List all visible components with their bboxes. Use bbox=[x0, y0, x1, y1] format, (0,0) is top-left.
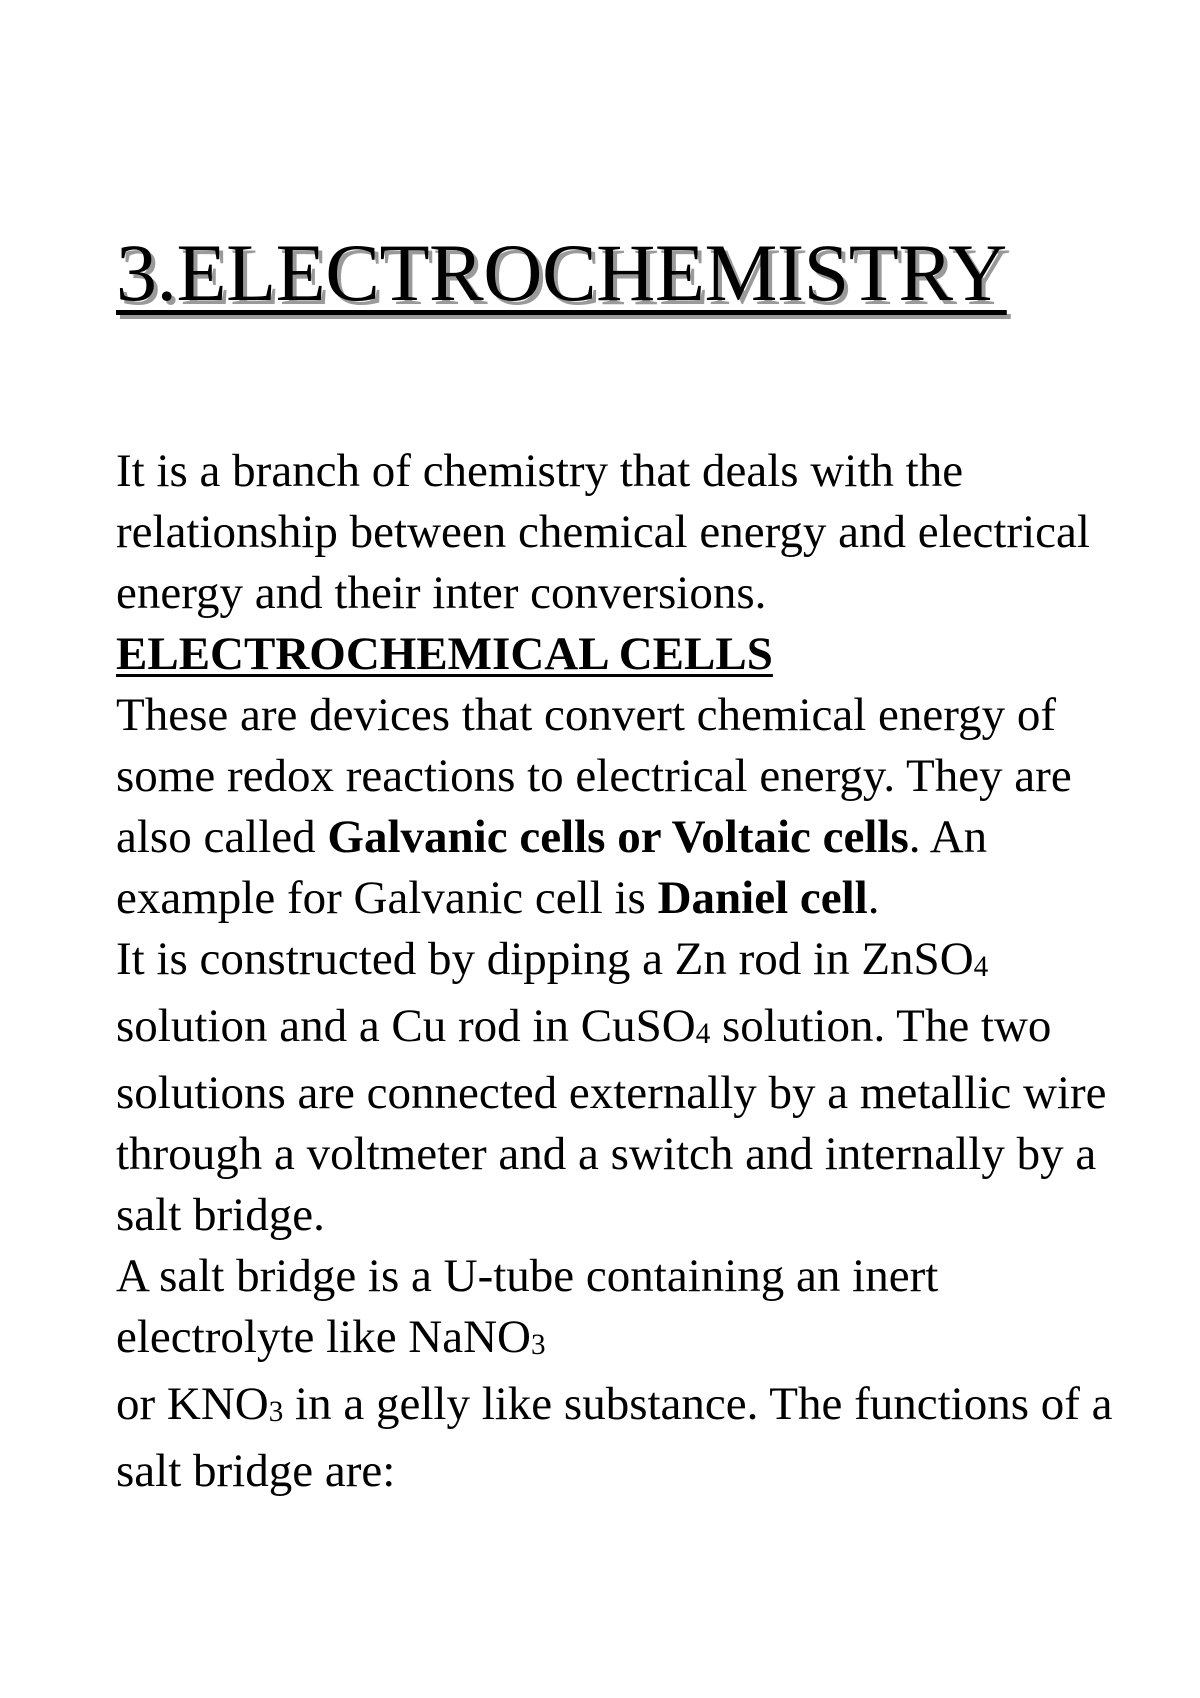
salt-bridge-text-3: in a gelly like substance. The functions of a salt bridge are: bbox=[116, 1378, 1113, 1497]
nano3-subscript: 3 bbox=[531, 1329, 546, 1362]
cells-text-3: . bbox=[867, 872, 880, 924]
salt-bridge-paragraph bbox=[116, 1246, 1116, 1374]
cells-text-2: . An example for Galvanic cell is bbox=[116, 811, 988, 924]
construction-paragraph bbox=[116, 929, 1116, 1246]
kno3-subscript: 3 bbox=[268, 1396, 284, 1429]
cuso4-subscript: 4 bbox=[695, 1018, 711, 1051]
salt-bridge-text-2: or KNO bbox=[116, 1378, 269, 1430]
page-title: 3.ELECTROCHEMISTRY bbox=[116, 227, 1007, 318]
construction-text-1: It is constructed by dipping a Zn rod in ZnSO bbox=[116, 933, 974, 985]
cells-text-1: These are devices that convert chemical energy of some redox reactions to electrical energy. They are also called bbox=[116, 689, 1072, 863]
cells-paragraph bbox=[116, 685, 1116, 929]
salt-bridge-text-1: A salt bridge is a U-tube containing an inert electrolyte like NaNO bbox=[116, 1250, 939, 1363]
construction-text-2: solution and a Cu rod in CuSO bbox=[116, 1000, 696, 1052]
intro-paragraph: It is a branch of chemistry that deals with the relationship between chemical energy and electrical energy and their inter conversions. bbox=[116, 445, 1090, 619]
construction-text-3: solution. The two solutions are connected externally by a metallic wire through a voltmeter and a switch and internally by a salt bridge. bbox=[116, 1000, 1107, 1241]
section-heading: ELECTROCHEMICAL CELLS bbox=[116, 628, 773, 680]
znso4-subscript: 4 bbox=[973, 951, 989, 984]
document-body bbox=[116, 441, 1116, 1502]
daniel-cell-term: Daniel cell bbox=[657, 872, 868, 924]
salt-bridge-continuation bbox=[116, 1374, 1116, 1502]
galvanic-cells-term: Galvanic cells or Voltaic cells bbox=[327, 811, 909, 863]
